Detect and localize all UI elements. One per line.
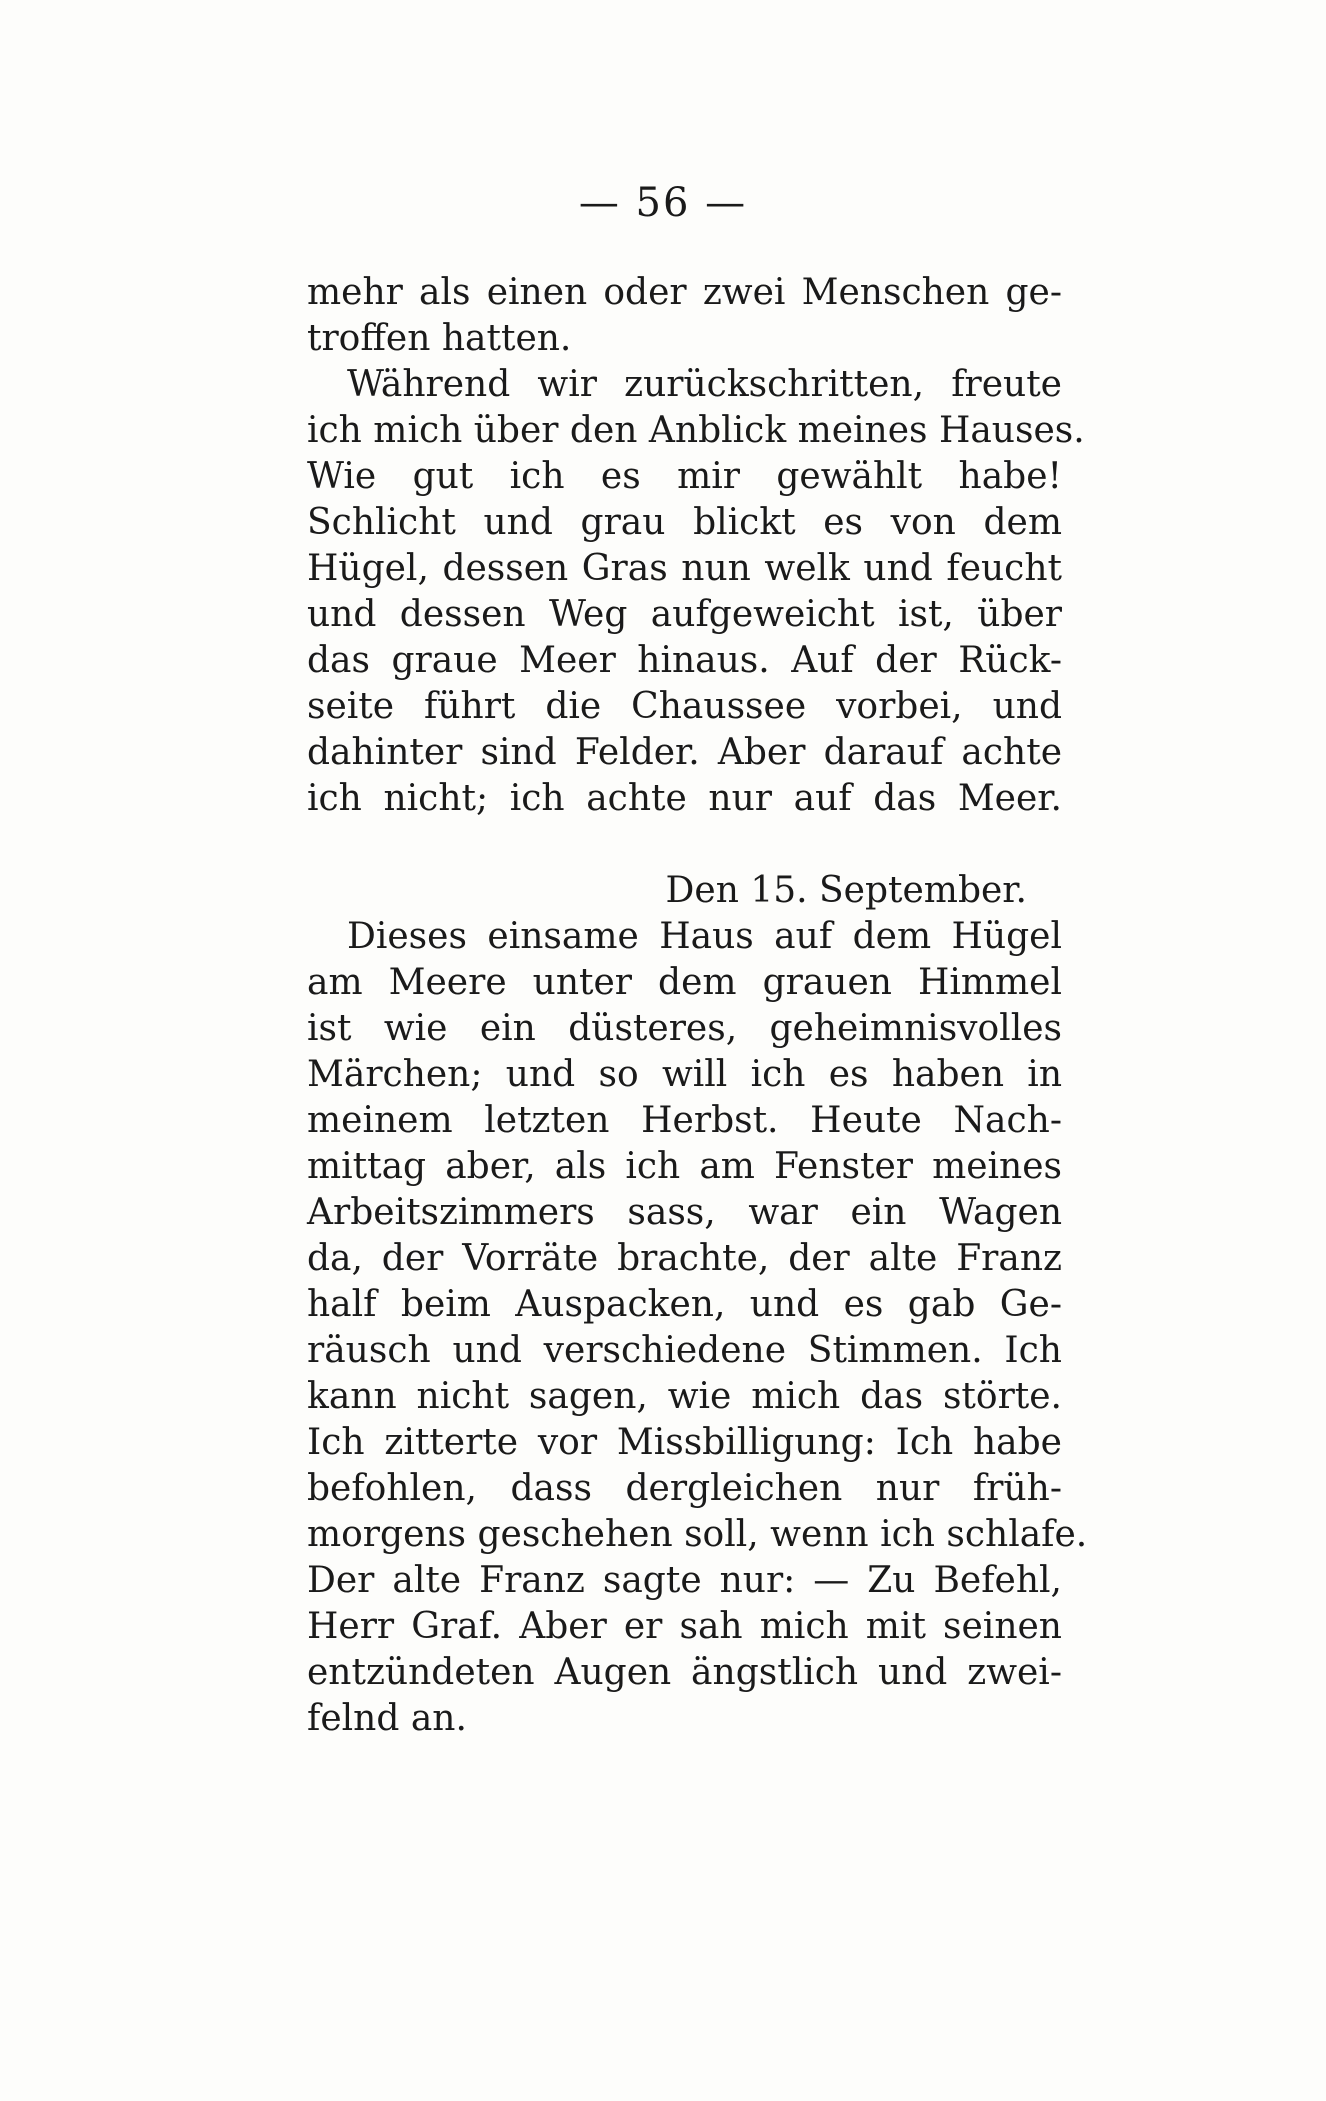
text-line: Arbeitszimmers sass, war ein Wagen <box>307 1192 1062 1233</box>
text-line: ich nicht; ich achte nur auf das Meer. <box>307 778 1062 819</box>
text-line: kann nicht sagen, wie mich das störte. <box>307 1376 1062 1417</box>
text-line: und dessen Weg aufgeweicht ist, über <box>307 594 1062 635</box>
page-number: — 56 — <box>578 180 748 226</box>
text-line: mittag aber, als ich am Fenster meines <box>307 1146 1062 1187</box>
section-spacer <box>307 822 1062 868</box>
entry-date: Den 15. September. <box>665 870 1027 911</box>
text-line: befohlen, dass dergleichen nur früh- <box>307 1468 1062 1509</box>
text-line: entzündeten Augen ängstlich und zwei- <box>307 1652 1062 1693</box>
text-line: Dieses einsame Haus auf dem Hügel <box>347 916 1062 957</box>
text-line: Herr Graf. Aber er sah mich mit seinen <box>307 1606 1062 1647</box>
text-line: half beim Auspacken, und es gab Ge- <box>307 1284 1062 1325</box>
text-line: Der alte Franz sagte nur: — Zu Befehl, <box>307 1560 1062 1601</box>
text-line: Ich zitterte vor Missbilligung: Ich habe <box>307 1422 1062 1463</box>
text-line: am Meere unter dem grauen Himmel <box>307 962 1062 1003</box>
text-line: das graue Meer hinaus. Auf der Rück- <box>307 640 1062 681</box>
text-line: Schlicht und grau blickt es von dem <box>307 502 1062 543</box>
text-line: meinem letzten Herbst. Heute Nach- <box>307 1100 1062 1141</box>
text-line: mehr als einen oder zwei Menschen ge- <box>307 272 1062 313</box>
body-text <box>307 270 1088 1742</box>
text-line: morgens geschehen soll, wenn ich schlafe. <box>307 1514 1088 1555</box>
text-line: ist wie ein düsteres, geheimnisvolles <box>307 1008 1062 1049</box>
text-line: ich mich über den Anblick meines Hauses. <box>307 410 1085 451</box>
text-line: Während wir zurückschritten, freute <box>347 364 1062 405</box>
text-line: seite führt die Chaussee vorbei, und <box>307 686 1062 727</box>
text-line: felnd an. <box>307 1698 467 1739</box>
paragraph-2 <box>307 362 1085 822</box>
text-line: troffen hatten. <box>307 318 572 359</box>
text-line: Hügel, dessen Gras nun welk und feucht <box>307 548 1062 589</box>
text-line: räusch und verschiedene Stimmen. Ich <box>307 1330 1062 1371</box>
text-line: dahinter sind Felder. Aber darauf achte <box>307 732 1062 773</box>
paragraph-1 <box>307 270 1062 362</box>
text-line: Wie gut ich es mir gewählt habe! <box>307 456 1062 497</box>
text-line: da, der Vorräte brachte, der alte Franz <box>307 1238 1062 1279</box>
text-line: Märchen; und so will ich es haben in <box>307 1054 1062 1095</box>
paragraph-3 <box>307 914 1088 1742</box>
